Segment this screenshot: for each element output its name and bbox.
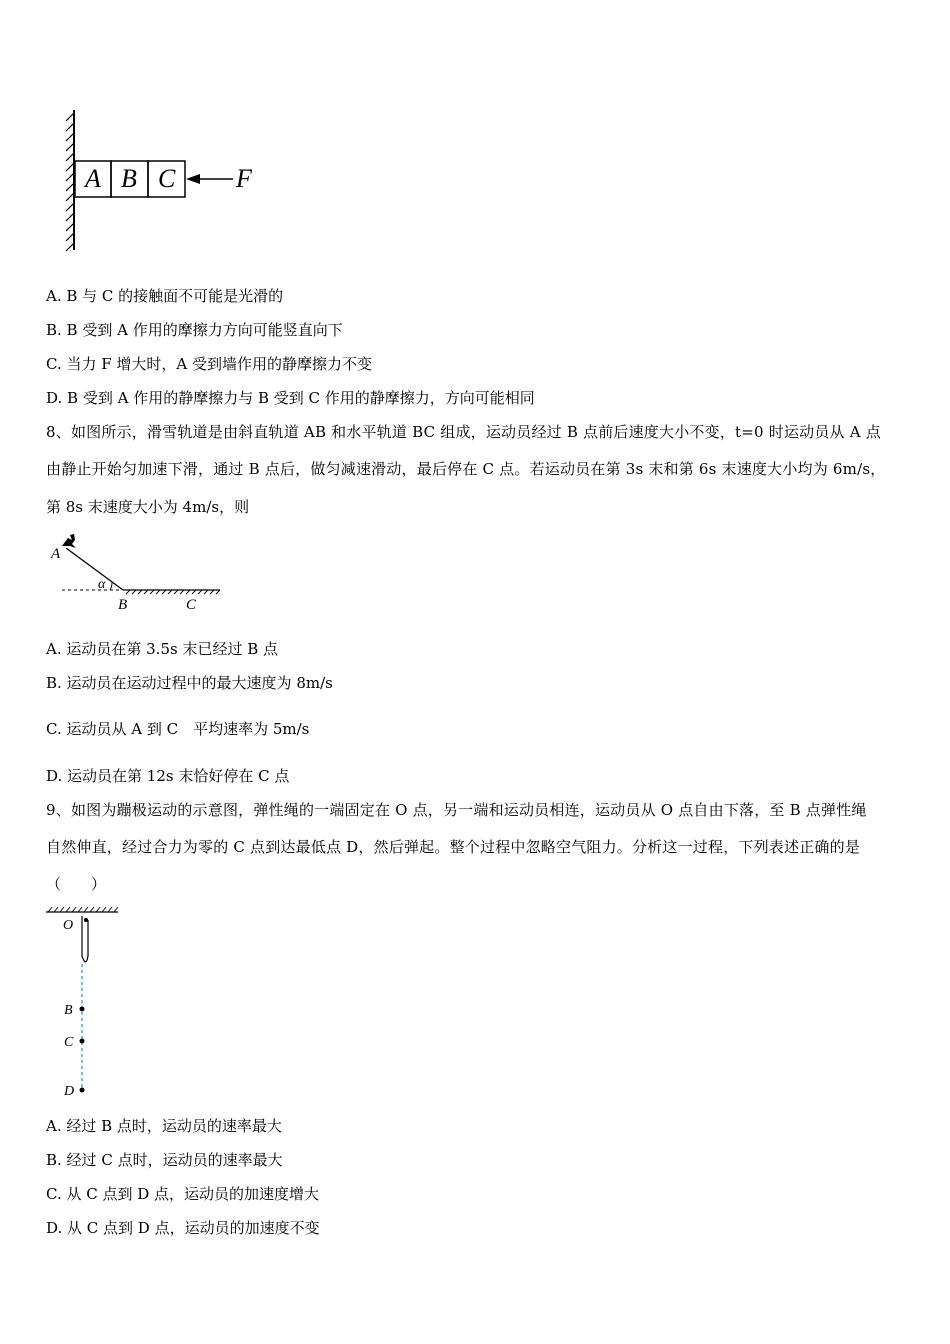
- point-c-label: C: [64, 1035, 74, 1050]
- block-c-label: C: [158, 164, 176, 193]
- q8-option-b: B. 运动员在运动过程中的最大速度为 8m/s: [46, 674, 333, 692]
- angle-alpha-label: α: [98, 577, 106, 592]
- point-c-dot: [80, 1039, 85, 1044]
- q8-option-d: D. 运动员在第 12s 末恰好停在 C 点: [46, 767, 290, 785]
- block-b-label: B: [121, 164, 137, 193]
- q8-option-c: C. 运动员从 A 到 C 平均速率为 5m/s: [46, 720, 310, 738]
- skier-icon: [62, 534, 76, 548]
- point-c-label: C: [186, 597, 197, 613]
- block-a-label: A: [85, 164, 101, 193]
- q7-option-c: C. 当力 F 增大时，A 受到墙作用的静摩擦力不变: [46, 355, 373, 373]
- q8-stem-line-2: 由静止开始匀加速下滑，通过 B 点后，做匀减速滑动，最后停在 C 点。若运动员在第 3s 末和第 6s 末速度大小均为 6m/s，: [46, 460, 886, 478]
- point-o-label: O: [63, 918, 74, 933]
- wall-blocks-figure: [58, 105, 268, 255]
- point-a-label: A: [51, 546, 61, 562]
- q9-option-b: B. 经过 C 点时，运动员的速率最大: [46, 1151, 283, 1169]
- point-b-label: B: [118, 597, 128, 613]
- point-b-label: B: [64, 1003, 73, 1018]
- force-label: F: [236, 164, 252, 193]
- q7-option-d: D. B 受到 A 作用的静摩擦力与 B 受到 C 作用的静摩擦力，方向可能相同: [46, 389, 535, 407]
- q7-option-a: A. B 与 C 的接触面不可能是光滑的: [46, 287, 284, 305]
- q8-stem-line-1: 8、如图所示，滑雪轨道是由斜直轨道 AB 和水平轨道 BC 组成，运动员经过 B 点前后速度大小不变，t=0 时运动员从 A 点: [46, 423, 881, 441]
- force-arrow-icon: [186, 174, 200, 184]
- q9-option-a: A. 经过 B 点时，运动员的速率最大: [46, 1117, 282, 1135]
- q9-option-c: C. 从 C 点到 D 点，运动员的加速度增大: [46, 1185, 320, 1203]
- q8-option-a: A. 运动员在第 3.5s 末已经过 B 点: [46, 640, 279, 658]
- point-d-label: D: [64, 1084, 75, 1099]
- q8-stem-line-3: 第 8s 末速度大小为 4m/s，则: [46, 498, 250, 516]
- q7-option-b: B. B 受到 A 作用的摩擦力方向可能竖直向下: [46, 321, 343, 339]
- q9-stem-line-1: 9、如图为蹦极运动的示意图，弹性绳的一端固定在 O 点，另一端和运动员相连，运动员从 O 点自由下落，至 B 点弹性绳: [46, 801, 867, 819]
- point-d-dot: [80, 1088, 85, 1093]
- q9-answer-bracket: （ ）: [46, 875, 107, 893]
- q9-stem-line-2: 自然伸直，经过合力为零的 C 点到达最低点 D，然后弹起。整个过程中忽略空气阻力。分析这一过程，下列表述正确的是: [46, 838, 861, 856]
- q9-option-d: D. 从 C 点到 D 点，运动员的加速度不变: [46, 1219, 320, 1237]
- ski-track-figure: [48, 532, 228, 614]
- point-b-dot: [80, 1007, 85, 1012]
- bungee-figure: [44, 902, 124, 1102]
